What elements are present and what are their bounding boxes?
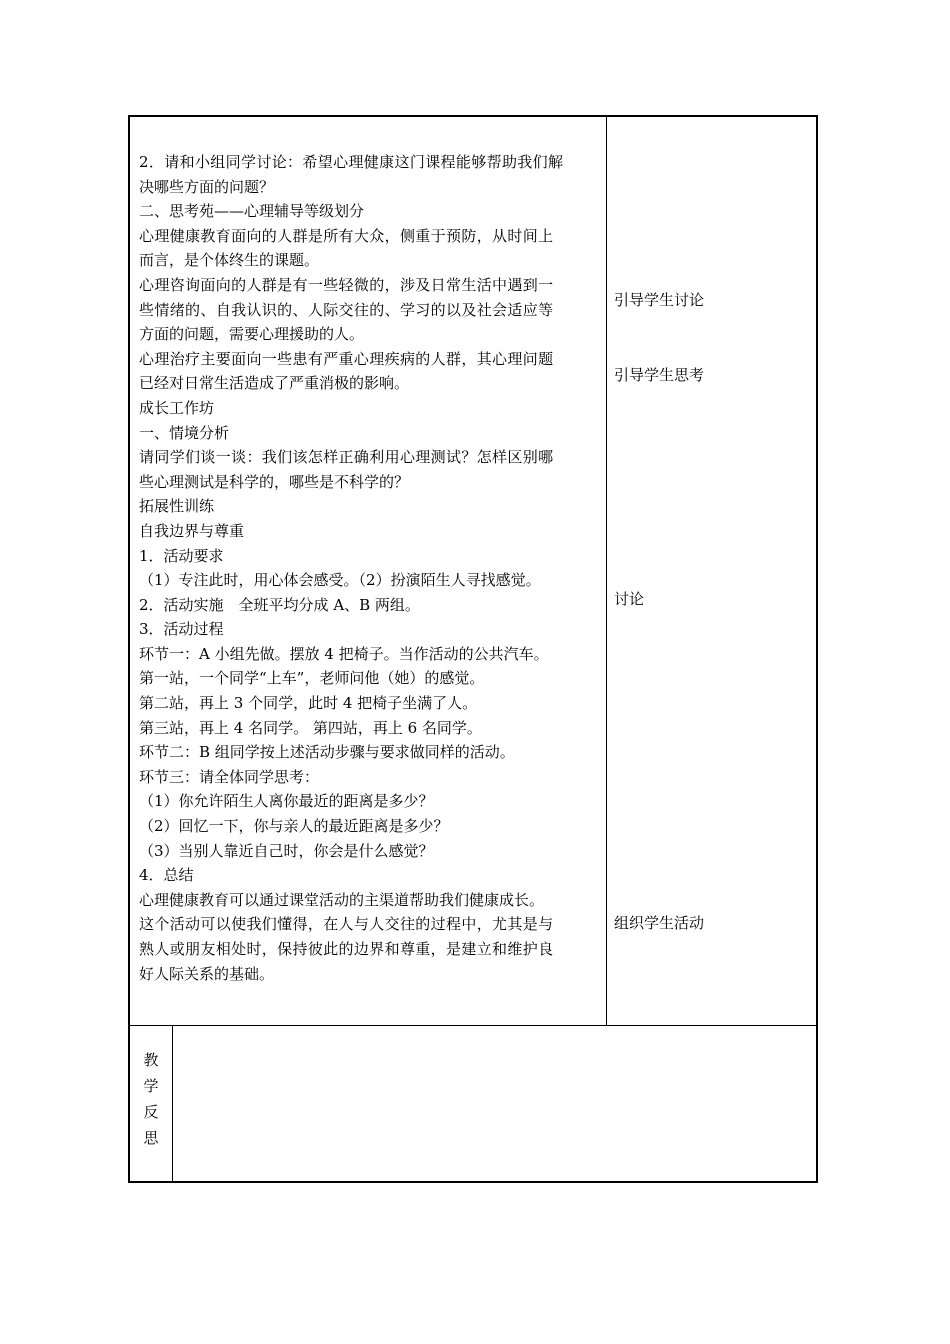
teaching-content-cell xyxy=(139,150,601,986)
content-line: 心理治疗主要面向一些患有严重心理疾病的人群，其心理问题 xyxy=(139,349,554,368)
section-heading: 拓展性训练 xyxy=(139,497,215,516)
content-line: 2．请和小组同学讨论：希望心理健康这门课程能够帮助我们解 xyxy=(139,153,564,171)
teaching-reflection-label: 教 学 反 思 xyxy=(143,1051,159,1147)
content-line: 已经对日常生活造成了严重消极的影响。 xyxy=(139,374,410,393)
content-line: 2．活动实施 全班平均分成 A、B 两组。 xyxy=(139,595,420,614)
content-line: 熟人或朋友相处时，保持彼此的边界和尊重，是建立和维护良 xyxy=(139,940,554,958)
content-line: 环节三：请全体同学思考： xyxy=(139,767,320,786)
content-line: （1）你允许陌生人离你最近的距离是多少？ xyxy=(139,792,434,811)
reflection-divider xyxy=(172,1026,173,1183)
column-divider xyxy=(606,117,607,1025)
content-line: 心理咨询面向的人群是有一些轻微的，涉及日常生活中遇到一 xyxy=(139,275,554,294)
content-line: 而言，是个体终生的课题。 xyxy=(139,251,320,270)
section-heading: 自我边界与尊重 xyxy=(139,521,245,540)
note-organize-activity: 组织学生活动 xyxy=(614,914,705,932)
section-heading: 二、思考苑——心理辅导等级划分 xyxy=(139,202,365,221)
content-line: 环节二：B 组同学按上述活动步骤与要求做同样的活动。 xyxy=(139,743,515,762)
note-guide-thinking: 引导学生思考 xyxy=(614,366,705,384)
content-line: 4．总结 xyxy=(139,866,194,885)
content-line: （2）回忆一下，你与亲人的最近距离是多少？ xyxy=(139,817,449,836)
content-line: 请同学们谈一谈：我们该怎样正确利用心理测试？怎样区别哪 xyxy=(139,448,554,467)
lesson-plan-table xyxy=(128,115,818,1183)
content-line: 第二站，再上 3 个同学，此时 4 把椅子坐满了人。 xyxy=(139,694,478,713)
content-line: 决哪些方面的问题？ xyxy=(139,177,275,196)
content-line: （1）专注此时，用心体会感受。（2）扮演陌生人寻找感觉。 xyxy=(139,571,541,590)
content-line: 方面的问题，需要心理援助的人。 xyxy=(139,325,365,344)
content-line: 1．活动要求 xyxy=(139,546,224,565)
section-heading: 一、情境分析 xyxy=(139,423,230,442)
row-divider xyxy=(130,1025,816,1026)
note-discussion: 讨论 xyxy=(614,590,645,608)
content-line: 第一站，一个同学“上车”，老师问他（她）的感觉。 xyxy=(139,669,485,688)
content-line: （3）当别人靠近自己时，你会是什么感觉？ xyxy=(139,841,434,860)
content-line: 环节一：A 小组先做。摆放 4 把椅子。当作活动的公共汽车。 xyxy=(139,644,549,663)
content-line: 第三站，再上 4 名同学。 第四站，再上 6 名同学。 xyxy=(139,718,482,737)
content-line: 些情绪的、自我认识的、人际交往的、学习的以及社会适应等 xyxy=(139,300,554,319)
content-line: 这个活动可以使我们懂得，在人与人交往的过程中，尤其是与 xyxy=(139,915,554,934)
content-line: 心理健康教育面向的人群是所有大众，侧重于预防，从时间上 xyxy=(139,226,554,245)
content-line: 3．活动过程 xyxy=(139,620,224,639)
content-line: 些心理测试是科学的，哪些是不科学的？ xyxy=(139,472,410,491)
content-line: 心理健康教育可以通过课堂活动的主渠道帮助我们健康成长。 xyxy=(139,890,545,909)
section-heading: 成长工作坊 xyxy=(139,398,215,417)
note-guide-discussion: 引导学生讨论 xyxy=(614,291,705,309)
content-line: 好人际关系的基础。 xyxy=(139,964,275,983)
